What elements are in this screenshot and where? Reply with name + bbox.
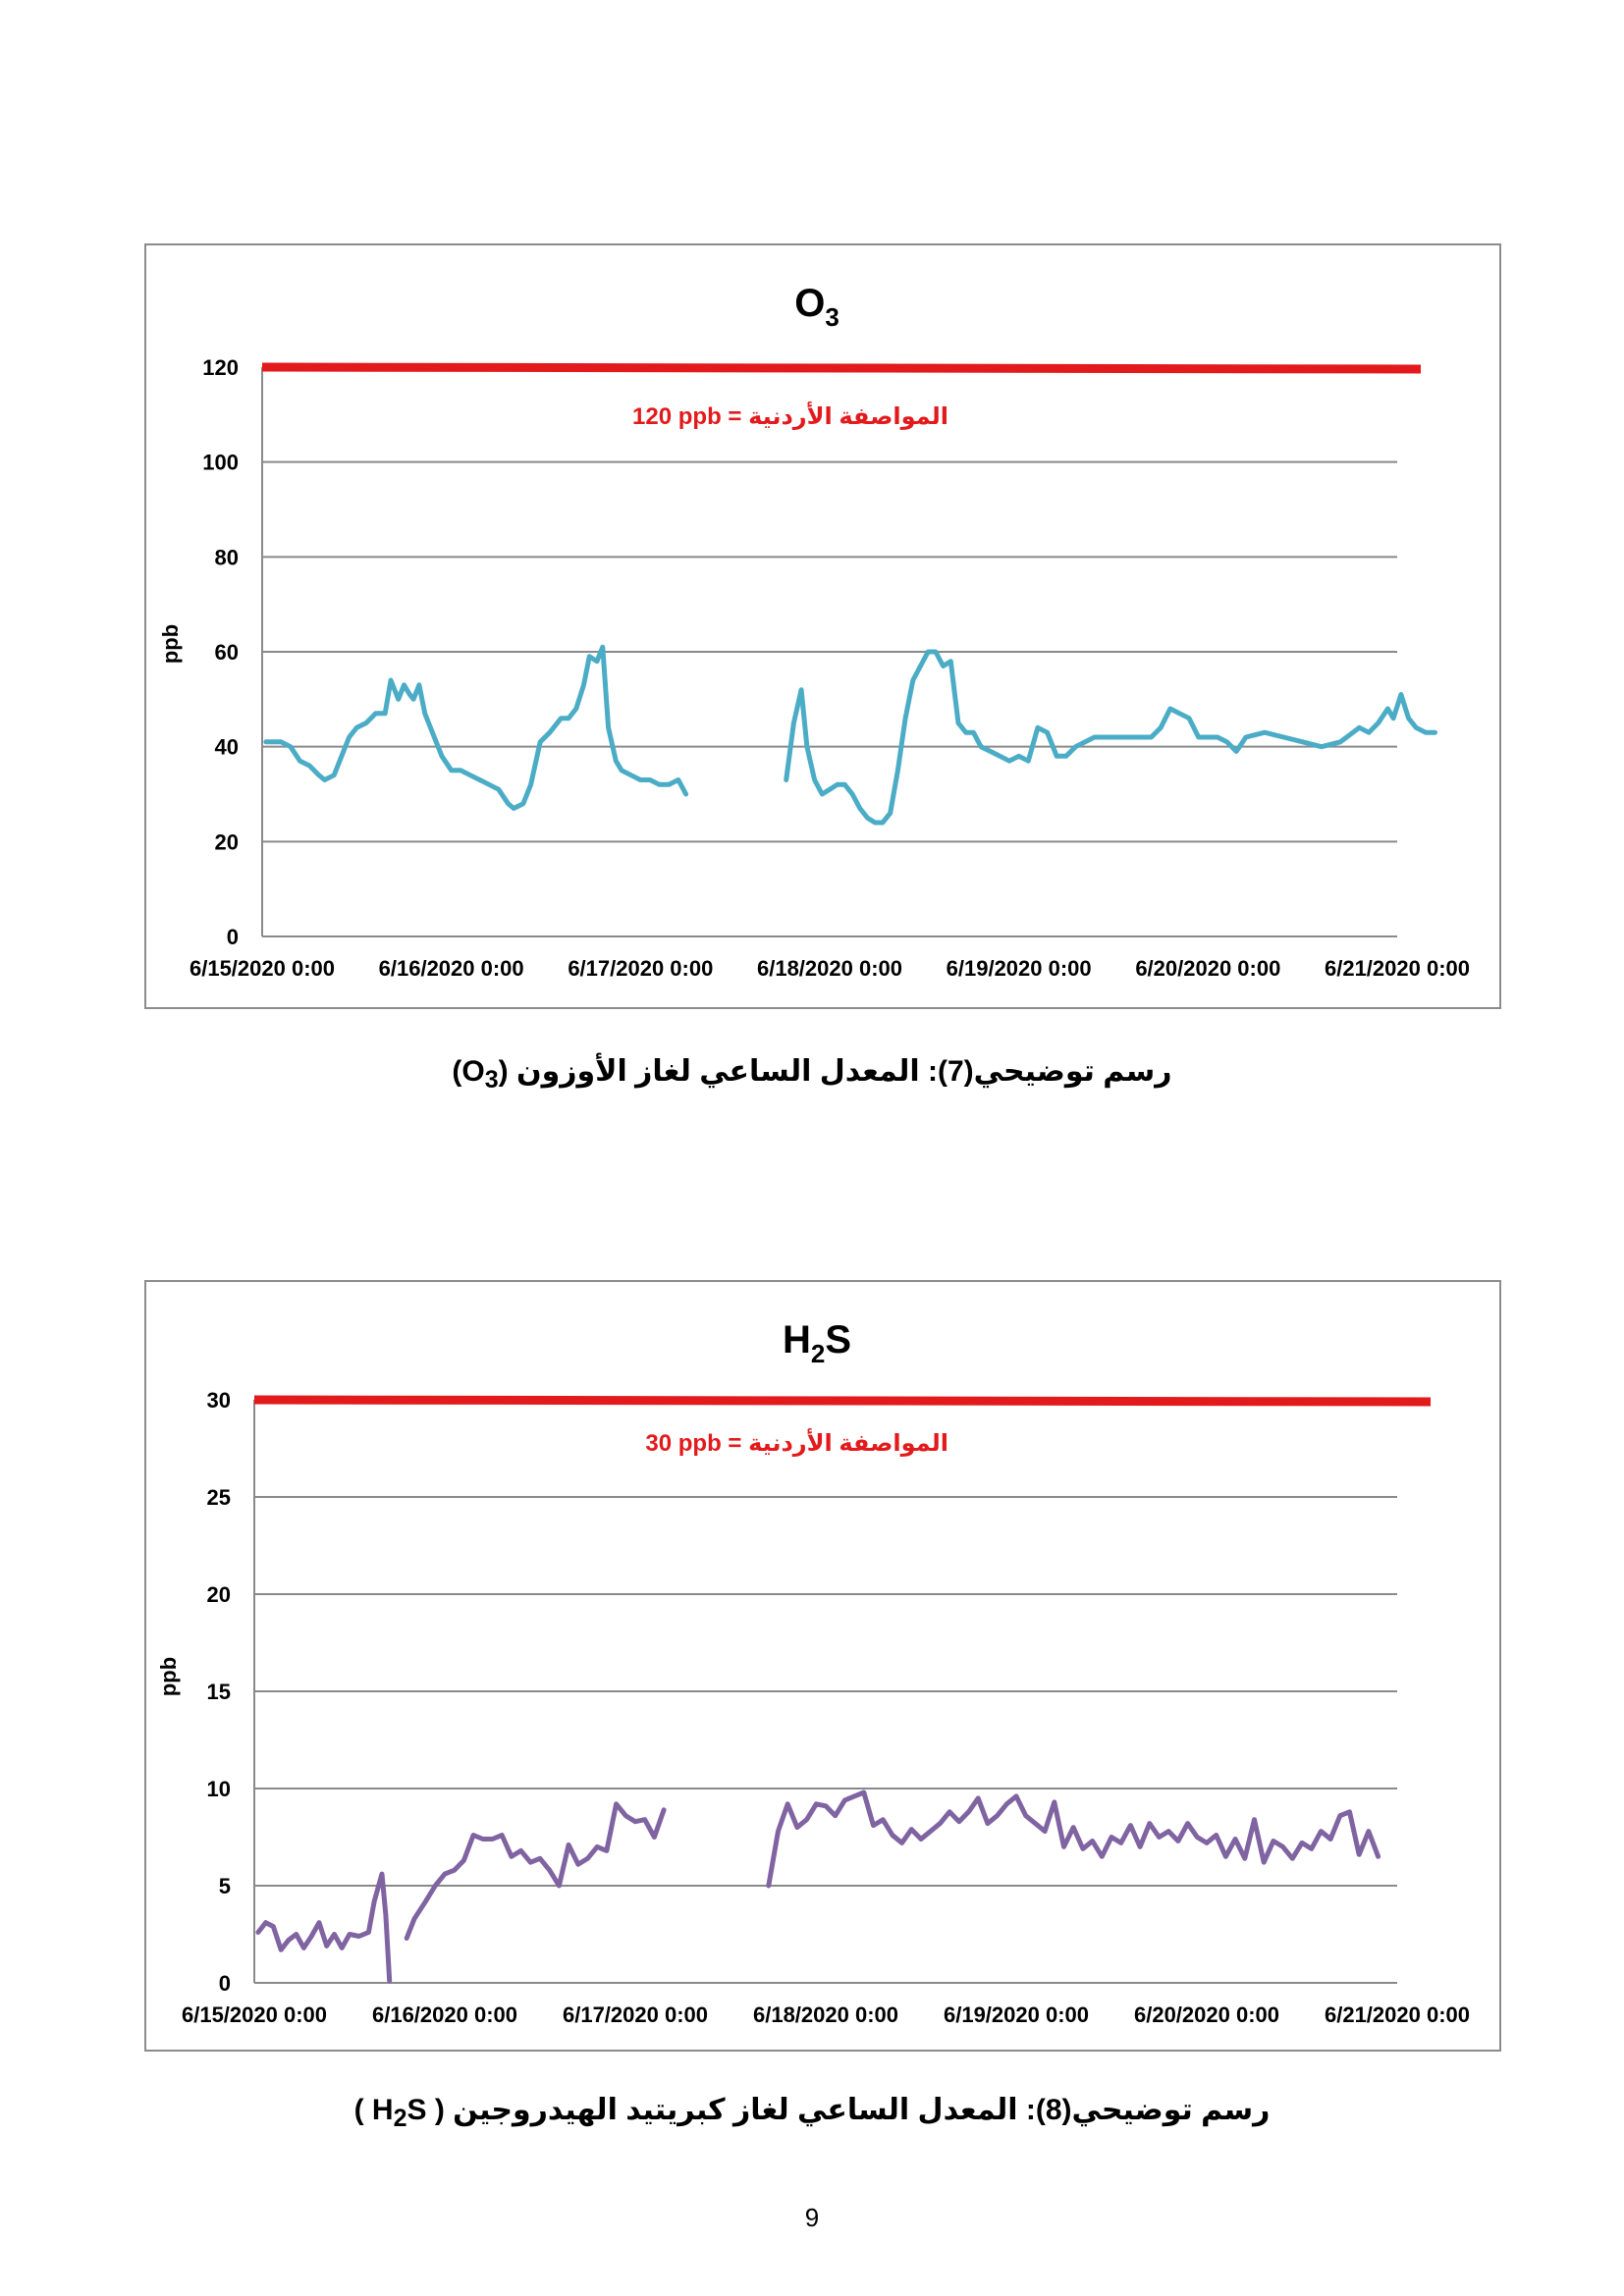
x-tick-label: 6/19/2020 0:00 <box>943 2002 1090 2027</box>
y-tick-label: 60 <box>214 640 239 665</box>
caption-prefix: رسم توضيحي(8): المعدل الساعي لغاز كبريتيد الهيدروجين ( <box>426 2094 1271 2126</box>
x-tick-label: 6/17/2020 0:00 <box>562 2002 709 2027</box>
caption-formula <box>461 1055 499 1094</box>
h2s-chart-plot <box>146 1282 1499 2050</box>
chart-title-subscript: 3 <box>825 302 839 332</box>
chart-title-subscript: 2 <box>810 1339 826 1368</box>
standard-label-value: 30 ppb <box>645 1430 722 1457</box>
y-axis-label: ppb <box>156 1656 181 1697</box>
standard-label <box>632 401 948 430</box>
caption-formula-h: H <box>371 2094 394 2126</box>
caption-formula-s: S <box>406 2094 427 2126</box>
chart-title <box>783 1318 851 1368</box>
o3-chart <box>144 243 1501 1009</box>
caption-suffix: ) <box>353 2094 372 2126</box>
y-tick-label: 5 <box>218 1874 231 1898</box>
x-tick-labels <box>182 2002 1470 2027</box>
x-tick-label: 6/15/2020 0:00 <box>181 2002 328 2027</box>
y-tick-label: 40 <box>214 734 239 760</box>
h2s-caption <box>0 2093 1624 2133</box>
x-tick-label: 6/15/2020 0:00 <box>189 956 336 981</box>
x-tick-label: 6/21/2020 0:00 <box>1324 956 1471 981</box>
y-tick-label: 0 <box>218 1971 231 1996</box>
y-tick-labels <box>202 355 239 949</box>
caption-suffix: ) <box>452 1055 462 1088</box>
series-line-segment <box>258 1874 390 1981</box>
caption-formula <box>371 2094 427 2132</box>
x-tick-label: 6/18/2020 0:00 <box>752 2002 899 2027</box>
y-tick-labels <box>207 1388 231 1996</box>
chart-title-main: H <box>782 1318 811 1362</box>
x-tick-labels <box>189 956 1470 981</box>
y-tick-label: 20 <box>214 829 239 855</box>
chart-title-main: O <box>794 282 826 325</box>
series-line-segment <box>786 652 1435 823</box>
y-tick-label: 30 <box>206 1388 231 1413</box>
caption-prefix: رسم توضيحي(7): المعدل الساعي لغاز الأوزون ( <box>498 1055 1172 1088</box>
o3-chart-plot <box>146 245 1499 1007</box>
standard-label-eq: = <box>721 403 749 430</box>
y-tick-label: 10 <box>206 1777 231 1801</box>
y-tick-label: 80 <box>214 545 239 570</box>
x-tick-label: 6/18/2020 0:00 <box>756 956 903 981</box>
y-tick-label: 20 <box>206 1582 231 1607</box>
y-tick-label: 120 <box>202 355 239 380</box>
chart-title-tail: S <box>825 1318 852 1362</box>
y-tick-label: 0 <box>226 925 239 949</box>
standard-label-text: المواصفة الأردنية <box>748 403 948 430</box>
standard-label-value: 120 ppb <box>632 403 722 430</box>
x-tick-label: 6/16/2020 0:00 <box>378 956 524 981</box>
x-tick-label: 6/20/2020 0:00 <box>1133 2002 1280 2027</box>
x-tick-label: 6/16/2020 0:00 <box>371 2002 518 2027</box>
caption-formula-subscript: 3 <box>484 1066 499 1094</box>
x-tick-label: 6/21/2020 0:00 <box>1324 2002 1471 2027</box>
y-tick-label: 100 <box>202 450 239 475</box>
x-tick-label: 6/20/2020 0:00 <box>1135 956 1281 981</box>
standard-label <box>645 1428 948 1457</box>
chart-title <box>794 282 839 332</box>
standard-label-text: المواصفة الأردنية <box>748 1430 948 1457</box>
o3-caption <box>0 1054 1624 1095</box>
series-O3 <box>266 647 1435 823</box>
y-tick-label: 25 <box>206 1485 231 1510</box>
standard-line <box>262 367 1421 369</box>
y-tick-label: 15 <box>206 1680 231 1704</box>
x-tick-label: 6/19/2020 0:00 <box>946 956 1092 981</box>
standard-line <box>254 1400 1431 1402</box>
caption-formula-subscript: 2 <box>393 2105 407 2132</box>
grid-lines <box>254 1497 1397 1886</box>
series-line-segment <box>266 647 686 808</box>
caption-formula-letter: O <box>461 1055 485 1088</box>
grid-lines <box>262 462 1397 842</box>
h2s-chart <box>144 1280 1501 2052</box>
y-axis-label: ppb <box>158 623 183 665</box>
page-number: 9 <box>804 2203 820 2232</box>
series-line-segment <box>769 1792 1379 1886</box>
series-line-segment <box>406 1804 664 1939</box>
x-tick-label: 6/17/2020 0:00 <box>568 956 714 981</box>
standard-label-eq: = <box>721 1430 749 1457</box>
